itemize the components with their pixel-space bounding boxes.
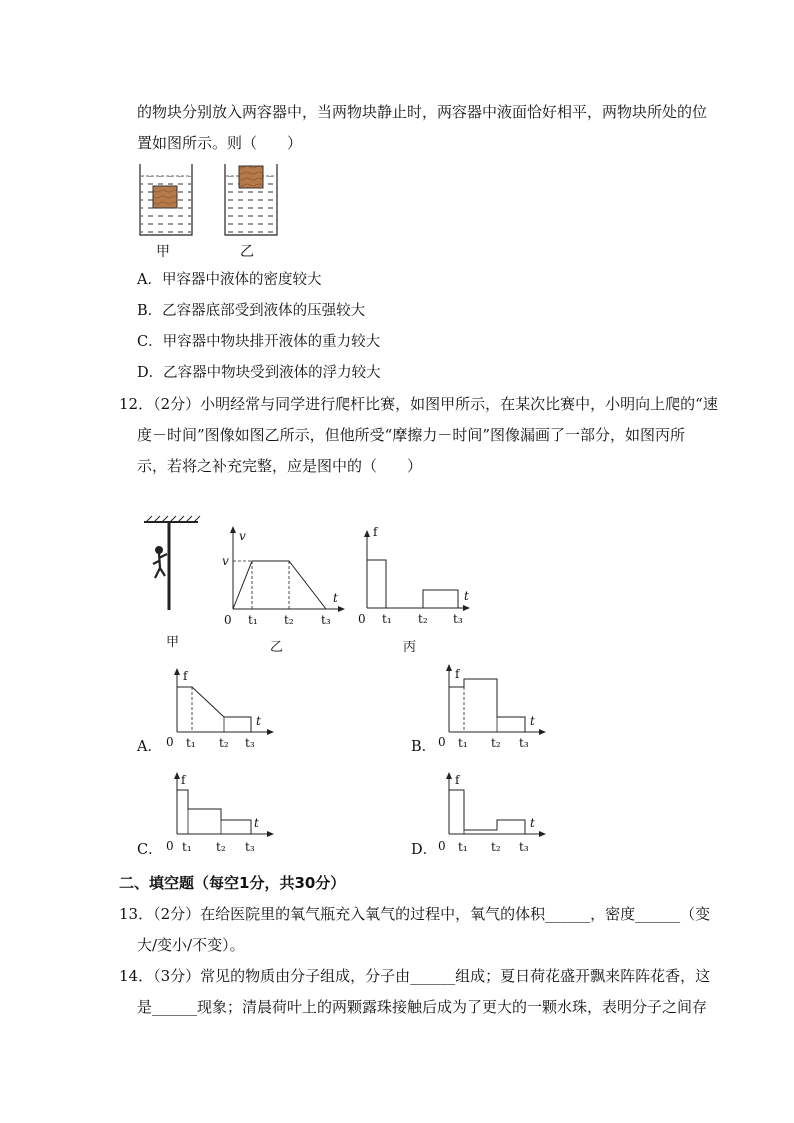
- svg-text:t₁: t₁: [248, 613, 258, 627]
- svg-text:t₃: t₃: [321, 613, 331, 627]
- svg-text:t₂: t₂: [284, 613, 294, 627]
- svg-text:t₂: t₂: [491, 840, 501, 854]
- block-jia: [153, 186, 177, 208]
- q14-line-2: 是______现象；清晨荷叶上的两颗露珠接触后成为了更大的一颗水珠，表明分子之间存: [137, 998, 708, 1016]
- svg-text:t₂: t₂: [216, 840, 226, 854]
- fig-label-jia: 甲: [166, 635, 180, 650]
- svg-text:t: t: [530, 816, 535, 830]
- svg-text:t₃: t₃: [519, 736, 529, 750]
- option-b-graph: [438, 664, 548, 752]
- option-a-graph: [166, 668, 276, 752]
- q13-line-2: 大/变小/不变）。: [137, 936, 245, 954]
- svg-text:v: v: [239, 529, 246, 543]
- svg-text:0: 0: [166, 839, 174, 853]
- svg-text:t₁: t₁: [458, 840, 468, 854]
- svg-text:t₃: t₃: [519, 840, 529, 854]
- climbing-pole-figure: [140, 518, 210, 618]
- svg-text:t₂: t₂: [491, 736, 501, 750]
- svg-text:f: f: [455, 667, 460, 681]
- block-yi: [239, 166, 263, 188]
- svg-text:t₁: t₁: [382, 612, 392, 626]
- q11-line-2: 置如图所示。则（ ）: [137, 134, 303, 152]
- q11-line-1: 的物块分别放入两容器中，当两物块静止时，两容器中液面恰好相平，两物块所处的位: [137, 103, 708, 121]
- svg-text:t: t: [530, 714, 535, 728]
- svg-text:t₁: t₁: [458, 736, 468, 750]
- svg-text:t: t: [464, 589, 469, 603]
- svg-text:t: t: [254, 816, 259, 830]
- q11-option-b: B．乙容器底部受到液体的压强较大: [137, 303, 366, 319]
- climber-icon: [153, 547, 167, 579]
- q11-option-d: D．乙容器中物块受到液体的浮力较大: [137, 365, 381, 381]
- container-jia: [140, 164, 192, 235]
- option-c-graph: [166, 772, 276, 856]
- q14-line-1: 14．（3分）常见的物质由分子组成，分子由______组成；夏日荷花盛开飘来阵阵花香，这: [119, 967, 711, 985]
- svg-text:0: 0: [224, 613, 232, 627]
- fig-label-bing: 丙: [403, 640, 417, 655]
- svg-text:t: t: [256, 714, 261, 728]
- q11-option-a: A．甲容器中液体的密度较大: [137, 272, 322, 288]
- svg-text:0: 0: [166, 735, 174, 749]
- q12-line-3: 示，若将之补充完整，应是图中的（ ）: [137, 457, 423, 475]
- option-a-label: A．: [137, 739, 162, 755]
- svg-text:t₁: t₁: [182, 840, 192, 854]
- q12-line-2: 度－时间”图像如图乙所示，但他所受“摩擦力－时间”图像漏画了一部分，如图丙所: [137, 426, 686, 444]
- option-d-label: D．: [411, 842, 438, 858]
- label-yi: 乙: [240, 244, 254, 260]
- svg-text:f: f: [455, 773, 460, 787]
- svg-text:t₂: t₂: [418, 612, 428, 626]
- svg-text:v: v: [222, 554, 229, 568]
- svg-text:0: 0: [438, 735, 446, 749]
- svg-text:0: 0: [438, 839, 446, 853]
- svg-text:t₃: t₃: [453, 612, 463, 626]
- label-jia: 甲: [156, 244, 170, 260]
- q11-option-c: C．甲容器中物块排开液体的重力较大: [137, 334, 381, 350]
- q12-line-1: 12．（2分）小明经常与同学进行爬杆比赛，如图甲所示，在某次比赛中，小明向上爬的“速: [119, 395, 718, 413]
- svg-text:t₃: t₃: [245, 840, 255, 854]
- option-d-graph: [438, 772, 548, 856]
- fig-label-yi: 乙: [270, 640, 284, 655]
- svg-text:0: 0: [358, 612, 366, 626]
- svg-text:t₁: t₁: [186, 736, 196, 750]
- svg-text:t₂: t₂: [219, 736, 229, 750]
- svg-text:f: f: [181, 773, 186, 787]
- svg-text:t₃: t₃: [245, 736, 255, 750]
- velocity-time-graph: [222, 526, 352, 626]
- container-yi: [225, 164, 277, 235]
- option-b-label: B．: [411, 739, 437, 755]
- svg-text:t: t: [333, 591, 338, 605]
- option-c-label: C．: [137, 842, 163, 858]
- svg-text:f: f: [183, 669, 188, 683]
- q13-line-1: 13．（2分）在给医院里的氧气瓶充入氧气的过程中，氧气的体积______，密度______（变: [119, 905, 711, 923]
- friction-time-graph-incomplete: [356, 525, 476, 630]
- svg-text:f: f: [373, 525, 378, 539]
- section-heading: 二、填空题（每空1分，共30分）: [119, 874, 346, 892]
